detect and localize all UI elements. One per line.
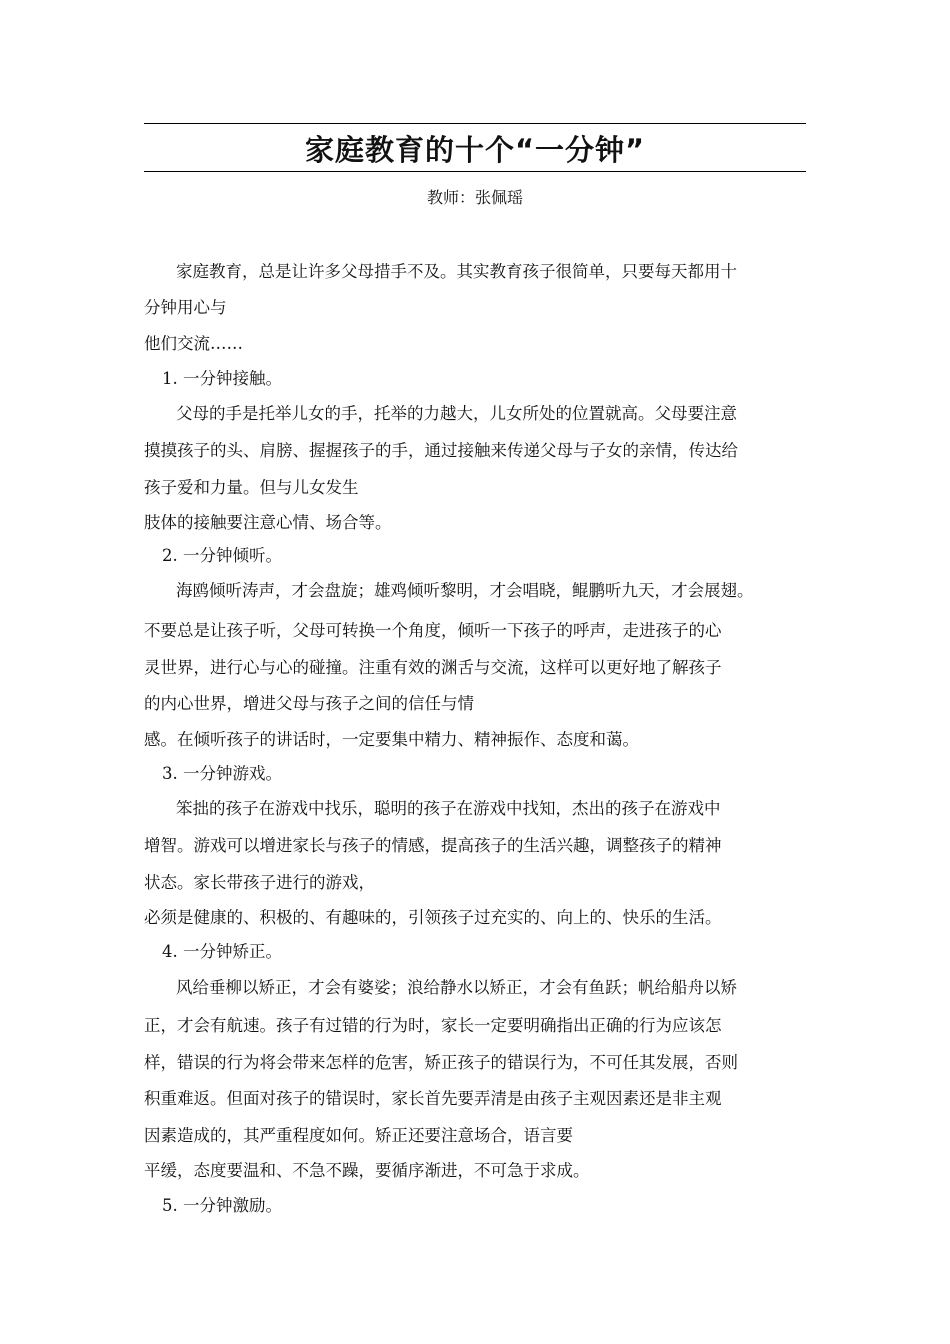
title-bottom-rule — [144, 171, 806, 172]
body-line: 他们交流…… — [144, 334, 243, 353]
body-line: 因素造成的，其严重程度如何。矫正还要注意场合，语言要 — [144, 1126, 573, 1145]
body-line: 家庭教育，总是让许多父母措手不及。其实教育孩子很简单，只要每天都用十 — [176, 262, 737, 281]
section-heading: 4. 一分钟矫正。 — [162, 942, 282, 961]
section-heading: 2. 一分钟倾听。 — [162, 546, 282, 565]
page-title: 家庭教育的十个“一分钟” — [304, 133, 646, 167]
body-line: 分钟用心与 — [144, 298, 227, 317]
body-line: 样，错误的行为将会带来怎样的危害，矫正孩子的错误行为，不可任其发展，否则 — [144, 1053, 738, 1072]
author-line: 教师：张佩瑶 — [426, 188, 523, 207]
body-line: 笨拙的孩子在游戏中找乐，聪明的孩子在游戏中找知，杰出的孩子在游戏中 — [176, 799, 721, 818]
body-line: 不要总是让孩子听，父母可转换一个角度，倾听一下孩子的呼声，走进孩子的心 — [144, 621, 722, 640]
body-line: 灵世界，进行心与心的碰撞。注重有效的渊舌与交流，这样可以更好地了解孩子 — [144, 658, 722, 677]
body-line: 海鸥倾听涛声，才会盘旋；雄鸡倾听黎明，才会唱晓，鲲鹏听九天，才会展翅。 — [176, 581, 754, 600]
body-line: 风给垂柳以矫正，才会有婆娑；浪给静水以矫正，才会有鱼跃；帆给船舟以矫 — [176, 978, 737, 997]
body-line: 父母的手是托举儿女的手，托举的力越大，儿女所处的位置就高。父母要注意 — [176, 404, 737, 423]
body-line: 增智。游戏可以增进家长与孩子的情感，提高孩子的生活兴趣，调整孩子的精神 — [144, 836, 722, 855]
body-line: 孩子爱和力量。但与儿女发生 — [144, 478, 359, 497]
section-heading: 5. 一分钟激励。 — [162, 1196, 282, 1215]
body-line: 摸摸孩子的头、肩膀、握握孩子的手，通过接触来传递父母与子女的亲情，传达给 — [144, 441, 738, 460]
title-top-rule — [144, 123, 806, 124]
body-line: 肢体的接触要注意心情、场合等。 — [144, 513, 392, 532]
section-heading: 1. 一分钟接触。 — [162, 369, 282, 388]
body-line: 的内心世界，增进父母与孩子之间的信任与情 — [144, 694, 474, 713]
body-line: 状态。家长带孩子进行的游戏， — [144, 873, 375, 892]
body-line: 感。在倾听孩子的讲话时，一定要集中精力、精神振作、态度和蔼。 — [144, 730, 639, 749]
body-line: 正，才会有航速。孩子有过错的行为时，家长一定要明确指出正确的行为应该怎 — [144, 1016, 722, 1035]
body-line: 积重难返。但面对孩子的错误时，家长首先要弄清是由孩子主观因素还是非主观 — [144, 1089, 722, 1108]
body-line: 必须是健康的、积极的、有趣味的，引领孩子过充实的、向上的、快乐的生活。 — [144, 908, 722, 927]
body-line: 平缓，态度要温和、不急不躁，要循序渐进，不可急于求成。 — [144, 1161, 590, 1180]
section-heading: 3. 一分钟游戏。 — [162, 764, 282, 783]
